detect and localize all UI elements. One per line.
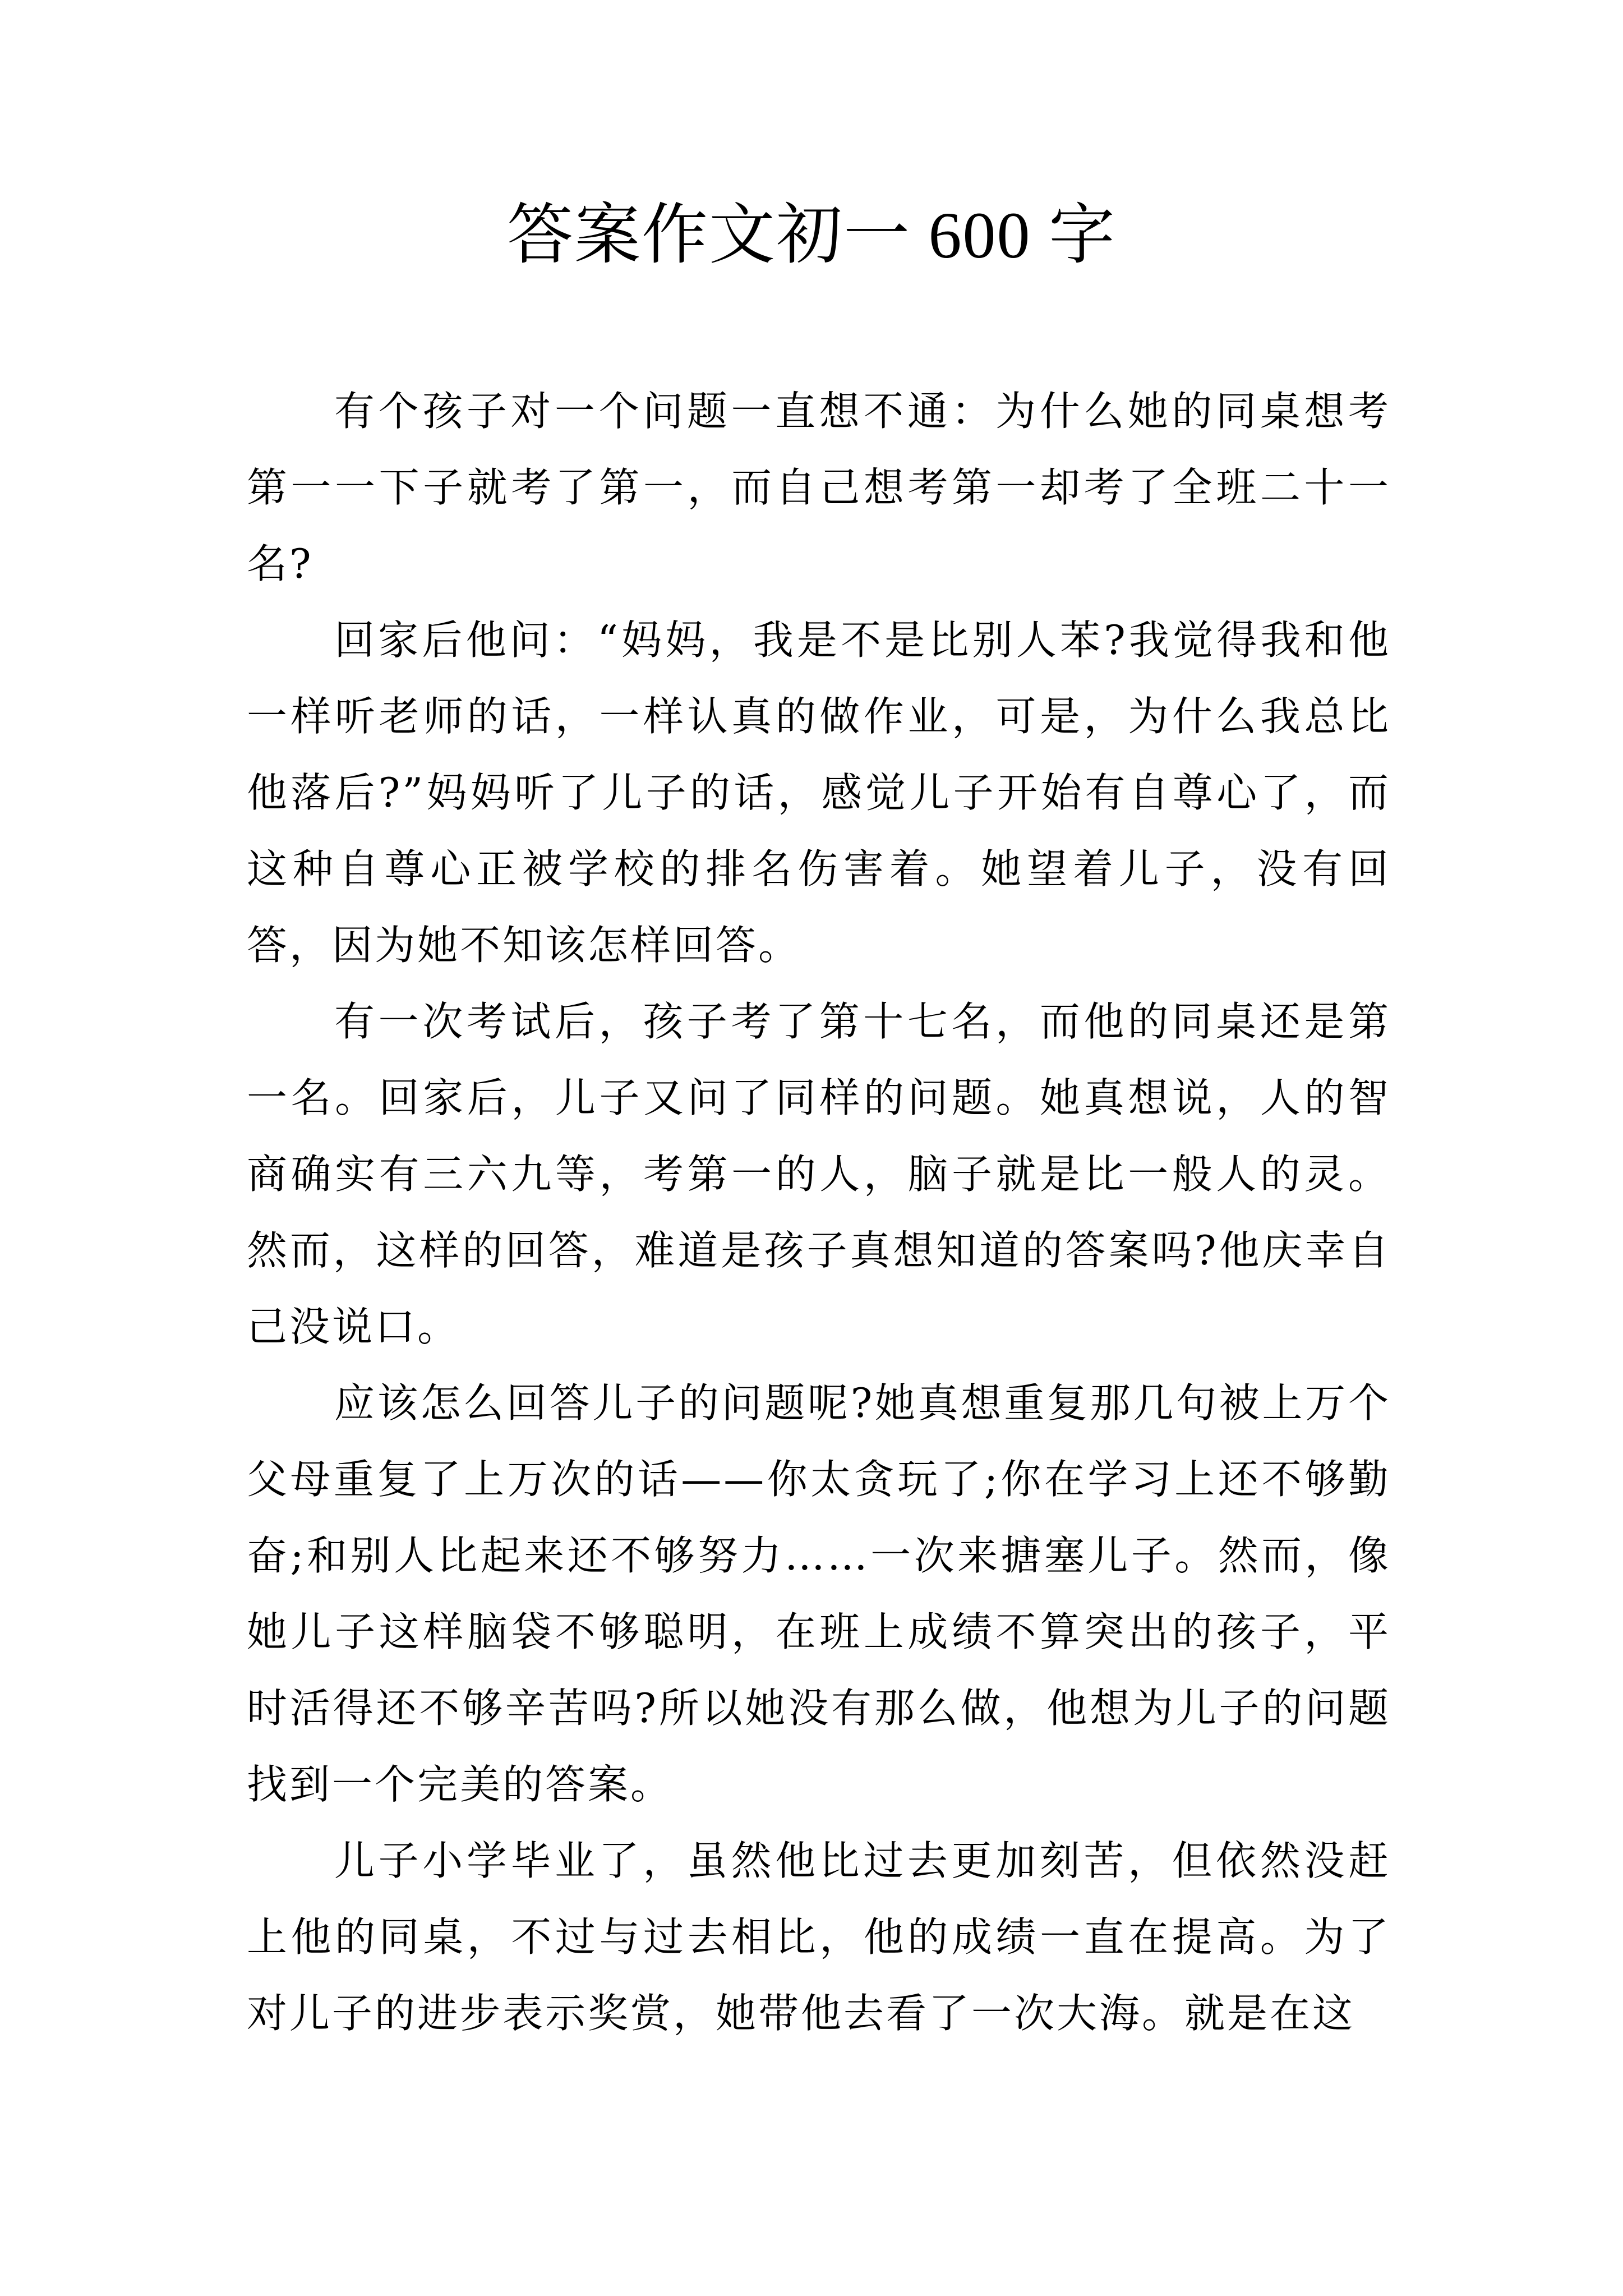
paragraph: 儿子小学毕业了，虽然他比过去更加刻苦，但依然没赶上他的同桌，不过与过去相比，他的成绩一直在提高。为了对儿子的进步表示奖赏，她带他去看了一次大海。就是在这 <box>247 1837 1391 2037</box>
paragraph: 应该怎么回答儿子的问题呢?她真想重复那几句被上万个父母重复了上万次的话——你太贪玩了;你在学习上还不够勤奋;和别人比起来还不够努力……一次来搪塞儿子。然而，像她儿子这样脑袋不够聪明，在班上成绩不算突出的孩子，平时活得还不够辛苦吗?所以她没有那么做，他想为儿子的问题找到一个完美的答案。 <box>247 1379 1391 1808</box>
paragraph: 回家后他问：“妈妈，我是不是比别人苯?我觉得我和他一样听老师的话，一样认真的做作业，可是，为什么我总比他落后?”妈妈听了儿子的话，感觉儿子开始有自尊心了，而这种自尊心正被学校的排名伤害着。她望着儿子，没有回答，因为她不知该怎样回答。 <box>247 616 1391 969</box>
paragraph: 有一次考试后，孩子考了第十七名，而他的同桌还是第一名。回家后，儿子又问了同样的问题。她真想说，人的智商确实有三六九等，考第一的人，脑子就是比一般人的灵。然而，这样的回答，难道是孩子真想知道的答案吗?他庆幸自己没说口。 <box>247 998 1391 1350</box>
document-body <box>247 373 1391 2051</box>
document-title: 答案作文初一 600 字 <box>506 199 1116 272</box>
paragraph: 有个孩子对一个问题一直想不通：为什么她的同桌想考第一一下子就考了第一，而自己想考第一却考了全班二十一名? <box>247 388 1391 587</box>
